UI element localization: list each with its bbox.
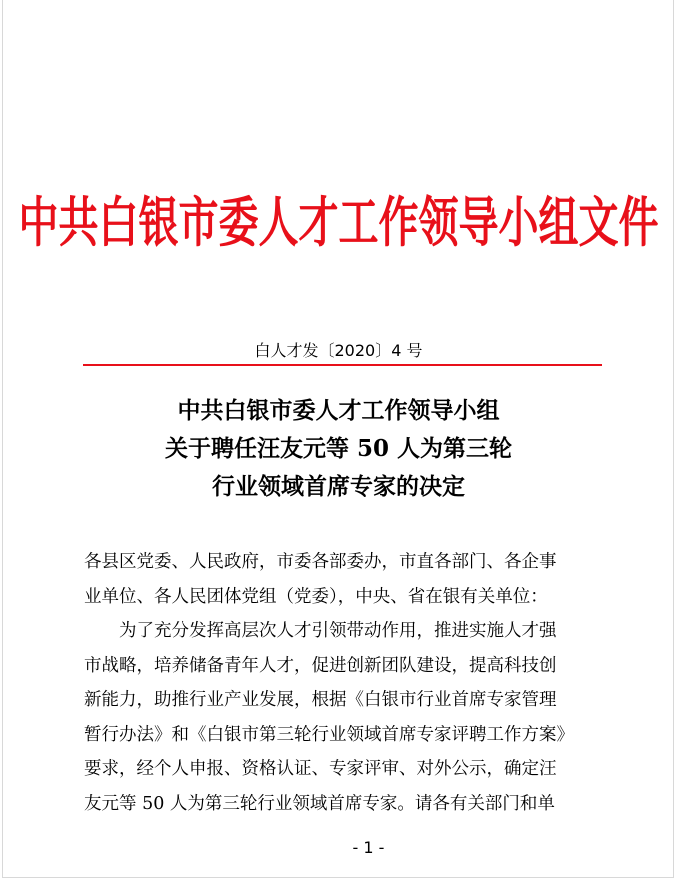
body-line: 市战略，培养储备青年人才，促进创新团队建设，提高科技创 — [84, 655, 557, 676]
body-line: 暂行办法》和《白银市第三轮行业领域首席专家评聘工作方案》 — [84, 724, 574, 745]
body-line: 新能力，助推行业产业发展，根据《白银市行业首席专家管理 — [84, 690, 557, 710]
document-body — [84, 545, 584, 821]
title-line: 行业领域首席专家的决定 — [212, 473, 465, 500]
body-line: 各县区党委、人民政府，市委各部委办，市直各部门、各企事 — [84, 552, 557, 572]
body-line: 友元等 50 人为第三轮行业领域首席专家。请各有关部门和单 — [84, 793, 555, 814]
body-line: 为了充分发挥高层次人才引领带动作用，推进实施人才强 — [84, 621, 557, 641]
red-header-title: 中共白银市委人才工作领导小组文件 — [18, 192, 659, 255]
body-line: 业单位、各人民团体党组（党委），中央、省在银有关单位： — [84, 586, 548, 607]
document-number: 白人才发〔2020〕4 号 — [254, 341, 423, 360]
body-line: 要求，经个人申报、资格认证、专家评审、对外公示，确定汪 — [84, 759, 557, 779]
document-title — [0, 392, 677, 506]
page-number: - 1 - — [352, 838, 385, 857]
title-line: 中共白银市委人才工作领导小组 — [177, 397, 500, 424]
red-divider-line — [83, 364, 602, 366]
title-line: 关于聘任汪友元等 50 人为第三轮 — [164, 435, 513, 462]
